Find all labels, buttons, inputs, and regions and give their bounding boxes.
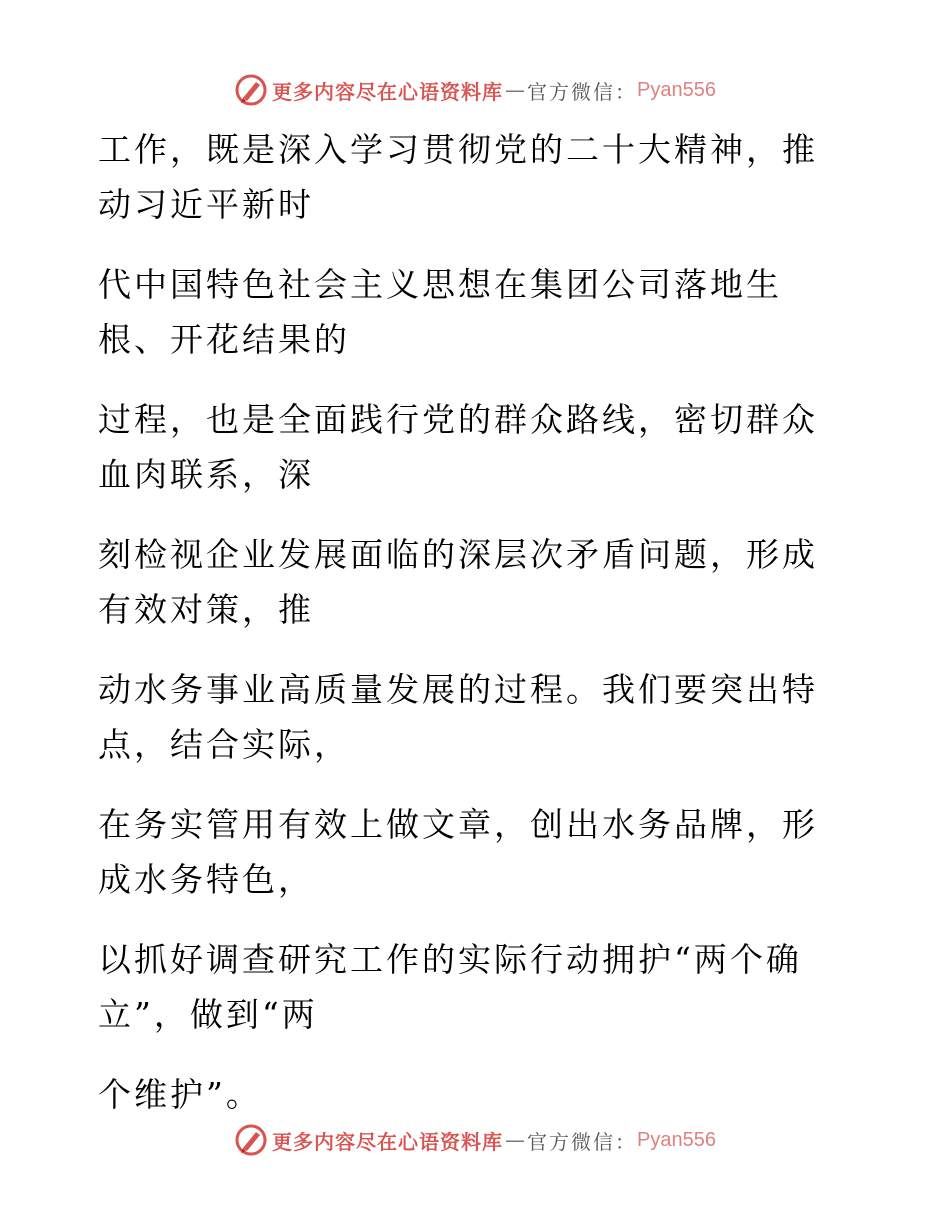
paragraph-8: 个维护”。 [98,1075,262,1114]
pen-logo-icon [234,1123,268,1157]
paragraph-4: 刻检视企业发展面临的深层次矛盾问题，形成有效对策，推 [98,535,818,629]
paragraph-2: 代中国特色社会主义思想在集团公司落地生根、开花结果的 [98,265,782,359]
paragraph-1: 工作，既是深入学习贯彻党的二十大精神，推动习近平新时 [98,130,818,224]
footer-watermark [0,1120,950,1160]
header-watermark [0,70,950,110]
document-body [98,122,838,1202]
watermark-official-label: 官方微信： [527,1129,638,1154]
paragraph-7: 以抓好调查研究工作的实际行动拥护“两个确立”，做到“两 [98,940,802,1034]
watermark-separator: — [505,1128,526,1152]
paragraph-5: 动水务事业高质量发展的过程。我们要突出特点，结合实际， [98,670,818,764]
pen-logo-icon [234,73,268,107]
watermark-official-label: 官方微信： [527,79,638,104]
watermark-wechat-id: Pyan556 [637,78,716,101]
watermark-wechat-id: Pyan556 [637,1128,716,1151]
watermark-separator: — [505,78,526,102]
paragraph-6: 在务实管用有效上做文章，创出水务品牌，形成水务特色， [98,805,818,899]
paragraph-3: 过程，也是全面践行党的群众路线，密切群众血肉联系，深 [98,400,818,494]
watermark-brand: 更多内容尽在心语资料库 [272,79,504,104]
watermark-brand: 更多内容尽在心语资料库 [272,1129,504,1154]
